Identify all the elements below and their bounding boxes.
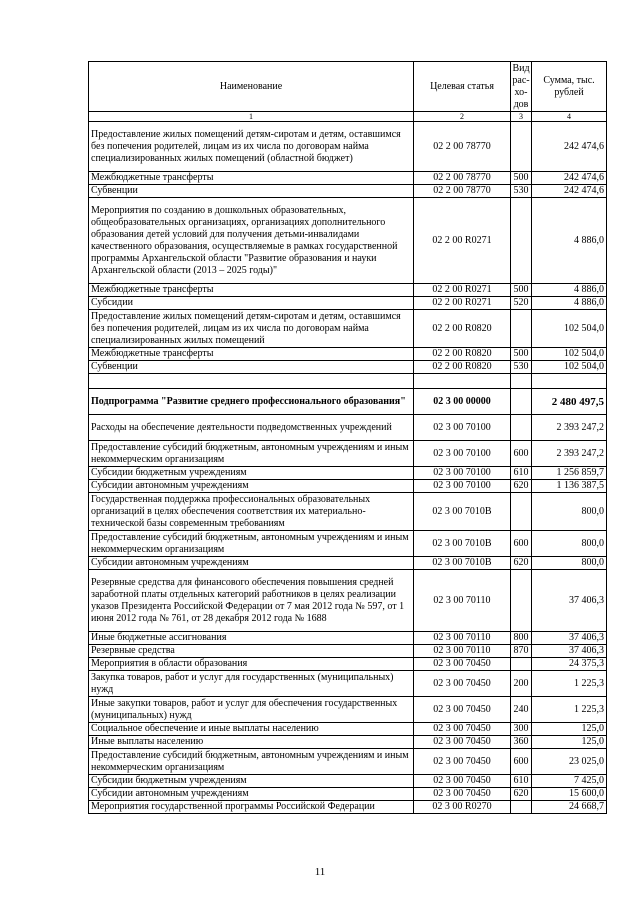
row-target-code: 02 3 00 70100 (414, 415, 511, 441)
table-row (89, 122, 607, 172)
column-number: 3 (511, 112, 532, 122)
row-target-code (414, 374, 511, 389)
row-target-code: 02 3 00 7010В (414, 557, 511, 570)
row-target-code: 02 2 00 78770 (414, 122, 511, 172)
row-target-code: 02 2 00 R0820 (414, 348, 511, 361)
row-target-code: 02 3 00 70450 (414, 658, 511, 671)
row-expense-kind: 600 (511, 749, 532, 775)
row-target-code: 02 3 00 7010В (414, 493, 511, 531)
row-amount: 102 504,0 (532, 361, 607, 374)
table-row (89, 348, 607, 361)
table-row (89, 361, 607, 374)
row-amount: 24 375,3 (532, 658, 607, 671)
row-name: Подпрограмма "Развитие среднего профессионального образования" (89, 389, 414, 415)
table-row (89, 658, 607, 671)
table-row (89, 671, 607, 697)
row-name: Иные бюджетные ассигнования (89, 632, 414, 645)
row-name: Предоставление жилых помещений детям-сиротам и детям, оставшимся без попечения родителей, лицам из их числа по договорам найма специализированных жилых помещений (областной бюджет) (89, 122, 414, 172)
row-amount (532, 374, 607, 389)
row-expense-kind (511, 122, 532, 172)
row-target-code: 02 3 00 70450 (414, 671, 511, 697)
row-expense-kind (511, 389, 532, 415)
row-amount: 125,0 (532, 736, 607, 749)
row-name: Субсидии автономным учреждениям (89, 788, 414, 801)
row-name: Предоставление субсидий бюджетным, автономным учреждениям и иным некоммерческим организациям (89, 441, 414, 467)
row-amount: 102 504,0 (532, 310, 607, 348)
column-number-row (89, 112, 607, 122)
row-target-code: 02 2 00 R0820 (414, 310, 511, 348)
row-target-code: 02 3 00 70110 (414, 632, 511, 645)
row-expense-kind: 300 (511, 723, 532, 736)
row-amount: 1 225,3 (532, 671, 607, 697)
row-name: Межбюджетные трансферты (89, 348, 414, 361)
table-row (89, 697, 607, 723)
row-amount: 37 406,3 (532, 645, 607, 658)
row-name: Субсидии (89, 297, 414, 310)
table-row (89, 198, 607, 284)
header-target: Целевая статья (414, 62, 511, 112)
row-target-code: 02 2 00 R0271 (414, 198, 511, 284)
header-sum: Сумма, тыс. рублей (532, 62, 607, 112)
row-expense-kind (511, 801, 532, 814)
row-name: Межбюджетные трансферты (89, 284, 414, 297)
table-row (89, 775, 607, 788)
row-expense-kind (511, 310, 532, 348)
column-number: 4 (532, 112, 607, 122)
row-name: Иные закупки товаров, работ и услуг для обеспечения государственных (муниципальных) нужд (89, 697, 414, 723)
row-amount: 23 025,0 (532, 749, 607, 775)
row-name: Резервные средства (89, 645, 414, 658)
row-target-code: 02 3 00 70450 (414, 723, 511, 736)
column-number: 2 (414, 112, 511, 122)
row-expense-kind: 620 (511, 557, 532, 570)
table-row (89, 723, 607, 736)
row-expense-kind: 800 (511, 632, 532, 645)
row-name: Субвенции (89, 361, 414, 374)
header-kind: Вид рас-хо-дов (512, 62, 530, 110)
row-amount: 800,0 (532, 531, 607, 557)
row-expense-kind: 610 (511, 467, 532, 480)
row-name: Субсидии автономным учреждениям (89, 557, 414, 570)
row-target-code: 02 3 00 00000 (414, 389, 511, 415)
row-target-code: 02 3 00 70100 (414, 441, 511, 467)
row-name: Мероприятия в области образования (89, 658, 414, 671)
row-expense-kind: 500 (511, 284, 532, 297)
row-target-code: 02 3 00 R0270 (414, 801, 511, 814)
row-name: Субсидии бюджетным учреждениям (89, 467, 414, 480)
row-target-code: 02 3 00 70450 (414, 775, 511, 788)
row-target-code: 02 3 00 70110 (414, 645, 511, 658)
row-name: Расходы на обеспечение деятельности подведомственных учреждений (89, 415, 414, 441)
row-expense-kind (511, 570, 532, 632)
table-row (89, 749, 607, 775)
row-amount: 2 393 247,2 (532, 415, 607, 441)
row-expense-kind (511, 658, 532, 671)
row-target-code: 02 3 00 70110 (414, 570, 511, 632)
row-amount: 242 474,6 (532, 185, 607, 198)
row-target-code: 02 3 00 70450 (414, 788, 511, 801)
row-target-code: 02 2 00 R0271 (414, 284, 511, 297)
row-target-code: 02 2 00 R0820 (414, 361, 511, 374)
row-expense-kind: 620 (511, 788, 532, 801)
row-target-code: 02 3 00 70100 (414, 480, 511, 493)
row-name: Субвенции (89, 185, 414, 198)
budget-table (88, 61, 607, 814)
table-row (89, 531, 607, 557)
row-name: Межбюджетные трансферты (89, 172, 414, 185)
row-name: Мероприятия по созданию в дошкольных образовательных, общеобразовательных организациях, организациях дополнительного образования детей условий для получения детьми-инвалидами качественного образования, осуществляемые в рамках государственной программы Архангельской области "Развитие образования и науки Архангельской области (2013 – 2025 годы)" (89, 198, 414, 284)
header-name: Наименование (89, 62, 414, 112)
table-row (89, 284, 607, 297)
row-expense-kind (511, 198, 532, 284)
row-amount: 242 474,6 (532, 172, 607, 185)
table-row (89, 185, 607, 198)
row-target-code: 02 3 00 7010В (414, 531, 511, 557)
row-name: Закупка товаров, работ и услуг для государственных (муниципальных) нужд (89, 671, 414, 697)
row-expense-kind: 500 (511, 348, 532, 361)
row-amount: 1 136 387,5 (532, 480, 607, 493)
row-amount: 4 886,0 (532, 284, 607, 297)
row-target-code: 02 3 00 70450 (414, 697, 511, 723)
row-name (89, 374, 414, 389)
table-row (89, 788, 607, 801)
table-header-row (89, 62, 607, 112)
table-row (89, 172, 607, 185)
row-expense-kind: 530 (511, 185, 532, 198)
row-amount: 242 474,6 (532, 122, 607, 172)
table-row (89, 645, 607, 658)
row-expense-kind (511, 374, 532, 389)
row-amount: 1 256 859,7 (532, 467, 607, 480)
row-expense-kind: 620 (511, 480, 532, 493)
table-body (89, 122, 607, 814)
row-expense-kind (511, 415, 532, 441)
table-row (89, 801, 607, 814)
row-name: Предоставление жилых помещений детям-сиротам и детям, оставшимся без попечения родителей, лицам из их числа по договорам найма специализированных жилых помещений (89, 310, 414, 348)
row-expense-kind: 600 (511, 441, 532, 467)
row-expense-kind: 870 (511, 645, 532, 658)
row-name: Предоставление субсидий бюджетным, автономным учреждениям и иным некоммерческим организациям (89, 531, 414, 557)
row-name: Государственная поддержка профессиональных образовательных организаций в целях обеспечения соответствия их материально-технической базы современным требованиям (89, 493, 414, 531)
row-name: Предоставление субсидий бюджетным, автономным учреждениям и иным некоммерческим организациям (89, 749, 414, 775)
table-row (89, 441, 607, 467)
table-row (89, 415, 607, 441)
row-amount: 125,0 (532, 723, 607, 736)
page-number: 11 (314, 866, 326, 878)
table-row (89, 736, 607, 749)
table-row (89, 480, 607, 493)
row-amount: 102 504,0 (532, 348, 607, 361)
row-amount: 2 480 497,5 (532, 389, 607, 415)
row-expense-kind: 520 (511, 297, 532, 310)
row-name: Субсидии автономным учреждениям (89, 480, 414, 493)
row-name: Мероприятия государственной программы Российской Федерации (89, 801, 414, 814)
row-amount: 37 406,3 (532, 632, 607, 645)
table-row (89, 570, 607, 632)
table-row (89, 297, 607, 310)
row-amount: 800,0 (532, 493, 607, 531)
row-expense-kind: 600 (511, 531, 532, 557)
table-row (89, 467, 607, 480)
row-name: Субсидии бюджетным учреждениям (89, 775, 414, 788)
table-row (89, 557, 607, 570)
row-amount: 4 886,0 (532, 198, 607, 284)
row-amount: 24 668,7 (532, 801, 607, 814)
row-amount: 800,0 (532, 557, 607, 570)
row-amount: 7 425,0 (532, 775, 607, 788)
row-amount: 2 393 247,2 (532, 441, 607, 467)
column-number: 1 (89, 112, 414, 122)
row-target-code: 02 2 00 78770 (414, 185, 511, 198)
row-target-code: 02 2 00 78770 (414, 172, 511, 185)
row-amount: 4 886,0 (532, 297, 607, 310)
row-expense-kind: 200 (511, 671, 532, 697)
row-target-code: 02 2 00 R0271 (414, 297, 511, 310)
table-row (89, 389, 607, 415)
row-expense-kind (511, 493, 532, 531)
row-name: Социальное обеспечение и иные выплаты населению (89, 723, 414, 736)
row-amount: 15 600,0 (532, 788, 607, 801)
row-name: Резервные средства для финансового обеспечения повышения средней заработной платы отдельных категорий работников в целях реализации указов Президента Российской Федерации от 7 мая 2012 года № 597, от 1 июня 2012 года № 761, от 28 декабря 2012 года № 1688 (89, 570, 414, 632)
table-row (89, 310, 607, 348)
row-amount: 37 406,3 (532, 570, 607, 632)
row-target-code: 02 3 00 70100 (414, 467, 511, 480)
row-expense-kind: 530 (511, 361, 532, 374)
row-name: Иные выплаты населению (89, 736, 414, 749)
row-expense-kind: 240 (511, 697, 532, 723)
row-amount: 1 225,3 (532, 697, 607, 723)
row-expense-kind: 500 (511, 172, 532, 185)
table-spacer-row (89, 374, 607, 389)
table-row (89, 632, 607, 645)
row-expense-kind: 360 (511, 736, 532, 749)
row-expense-kind: 610 (511, 775, 532, 788)
row-target-code: 02 3 00 70450 (414, 736, 511, 749)
row-target-code: 02 3 00 70450 (414, 749, 511, 775)
table-row (89, 493, 607, 531)
